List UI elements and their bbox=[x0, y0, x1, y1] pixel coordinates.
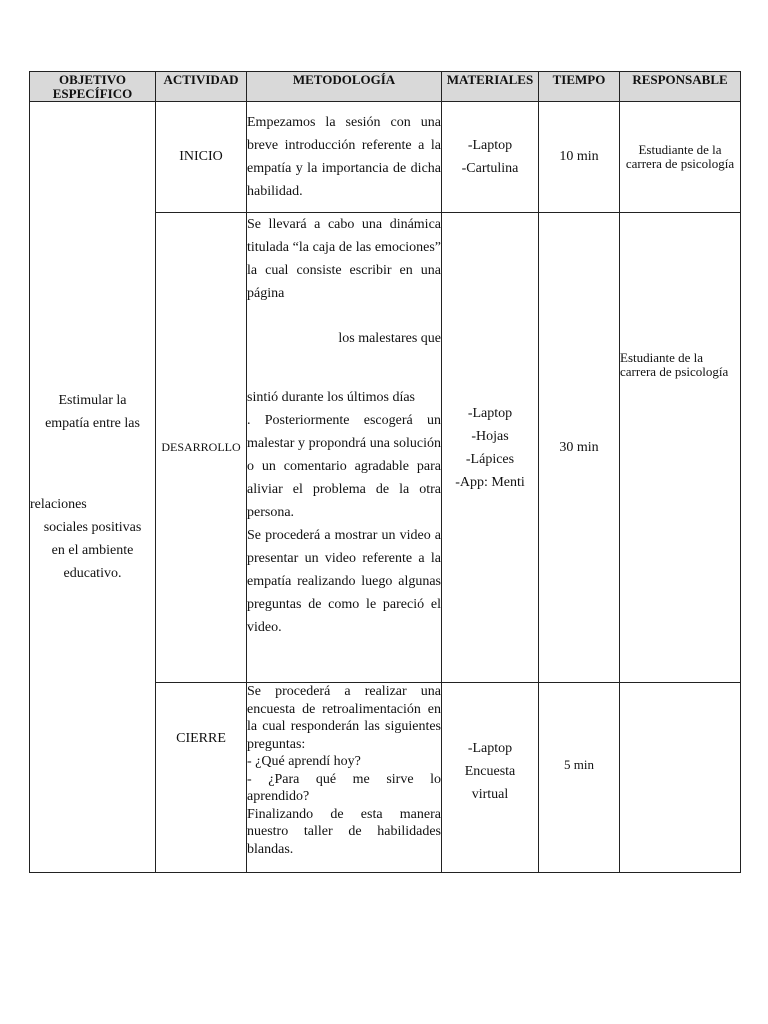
objetivo-line: educativo. bbox=[63, 566, 122, 581]
material-item: -Cartulina bbox=[461, 161, 519, 176]
responsable-desarrollo: Estudiante de la carrera de psicología bbox=[620, 213, 741, 683]
header-materiales: MATERIALES bbox=[442, 72, 539, 102]
tiempo-desarrollo: 30 min bbox=[539, 213, 620, 683]
header-actividad: ACTIVIDAD bbox=[156, 72, 247, 102]
actividad-cierre: CIERRE bbox=[156, 683, 247, 873]
metodologia-paragraph: los malestares que bbox=[338, 331, 441, 346]
session-plan-table bbox=[29, 71, 741, 873]
metodologia-cierre bbox=[247, 683, 442, 873]
tiempo-inicio: 10 min bbox=[539, 102, 620, 213]
material-item: -App: Menti bbox=[455, 474, 525, 490]
objetivo-line: empatía entre las bbox=[45, 416, 140, 431]
metodologia-inicio: Empezamos la sesión con una breve introducción referente a la empatía y la importancia de dicha habilidad. bbox=[247, 102, 442, 213]
material-item: -Hojas bbox=[471, 428, 509, 444]
metodologia-paragraph: Se procederá a mostrar un video a presentar un video referente a la empatía realizando luego algunas preguntas de como le pareció el video. bbox=[247, 528, 441, 635]
material-item: -Laptop bbox=[467, 405, 513, 421]
objetivo-line: sociales positivas bbox=[43, 520, 142, 535]
material-item: -Lápices bbox=[465, 451, 515, 467]
material-item: Encuesta bbox=[464, 764, 516, 779]
header-objetivo: OBJETIVO ESPECÍFICO bbox=[30, 72, 156, 102]
actividad-desarrollo: DESARROLLO bbox=[156, 213, 247, 683]
metodologia-paragraph: - ¿Qué aprendí hoy? bbox=[247, 754, 361, 769]
objetivo-line: relaciones bbox=[30, 497, 87, 512]
actividad-inicio: INICIO bbox=[156, 102, 247, 213]
header-metodologia: METODOLOGÍA bbox=[247, 72, 442, 102]
material-item: virtual bbox=[471, 787, 509, 802]
metodologia-desarrollo bbox=[247, 213, 442, 683]
tiempo-cierre: 5 min bbox=[539, 683, 620, 873]
header-responsable: RESPONSABLE bbox=[620, 72, 741, 102]
metodologia-paragraph: - ¿Para qué me sirve lo aprendido? bbox=[247, 771, 441, 804]
header-tiempo: TIEMPO bbox=[539, 72, 620, 102]
metodologia-paragraph: Se procederá a realizar una encuesta de retroalimentación en la cual responderán las siguientes preguntas: bbox=[247, 684, 441, 752]
responsable-cierre bbox=[620, 683, 741, 873]
materiales-cierre bbox=[442, 683, 539, 873]
objetivo-spacer bbox=[30, 435, 155, 493]
metodologia-paragraph: sintió durante los últimos días bbox=[247, 390, 415, 405]
table-row-inicio bbox=[30, 102, 741, 213]
metodologia-paragraph: Finalizando de esta manera nuestro taller de habilidades blandas. bbox=[247, 806, 441, 857]
metodologia-paragraph: . Posteriormente escogerá un malestar y propondrá una solución o un comentario agradable para aliviar el problema de la otra persona. bbox=[247, 413, 441, 520]
material-item: -Laptop bbox=[467, 741, 513, 756]
objetivo-line: Estimular la bbox=[58, 393, 127, 408]
responsable-inicio: Estudiante de la carrera de psicología bbox=[620, 102, 741, 213]
materiales-inicio bbox=[442, 102, 539, 213]
materiales-desarrollo bbox=[442, 213, 539, 683]
objetivo-line: en el ambiente bbox=[51, 543, 134, 558]
metodologia-paragraph: Se llevará a cabo una dinámica titulada “la caja de las emociones” la cual consiste escribir en una página bbox=[247, 217, 441, 301]
header-row bbox=[30, 72, 741, 102]
objetivo-cell bbox=[30, 102, 156, 873]
material-item: -Laptop bbox=[467, 138, 513, 153]
